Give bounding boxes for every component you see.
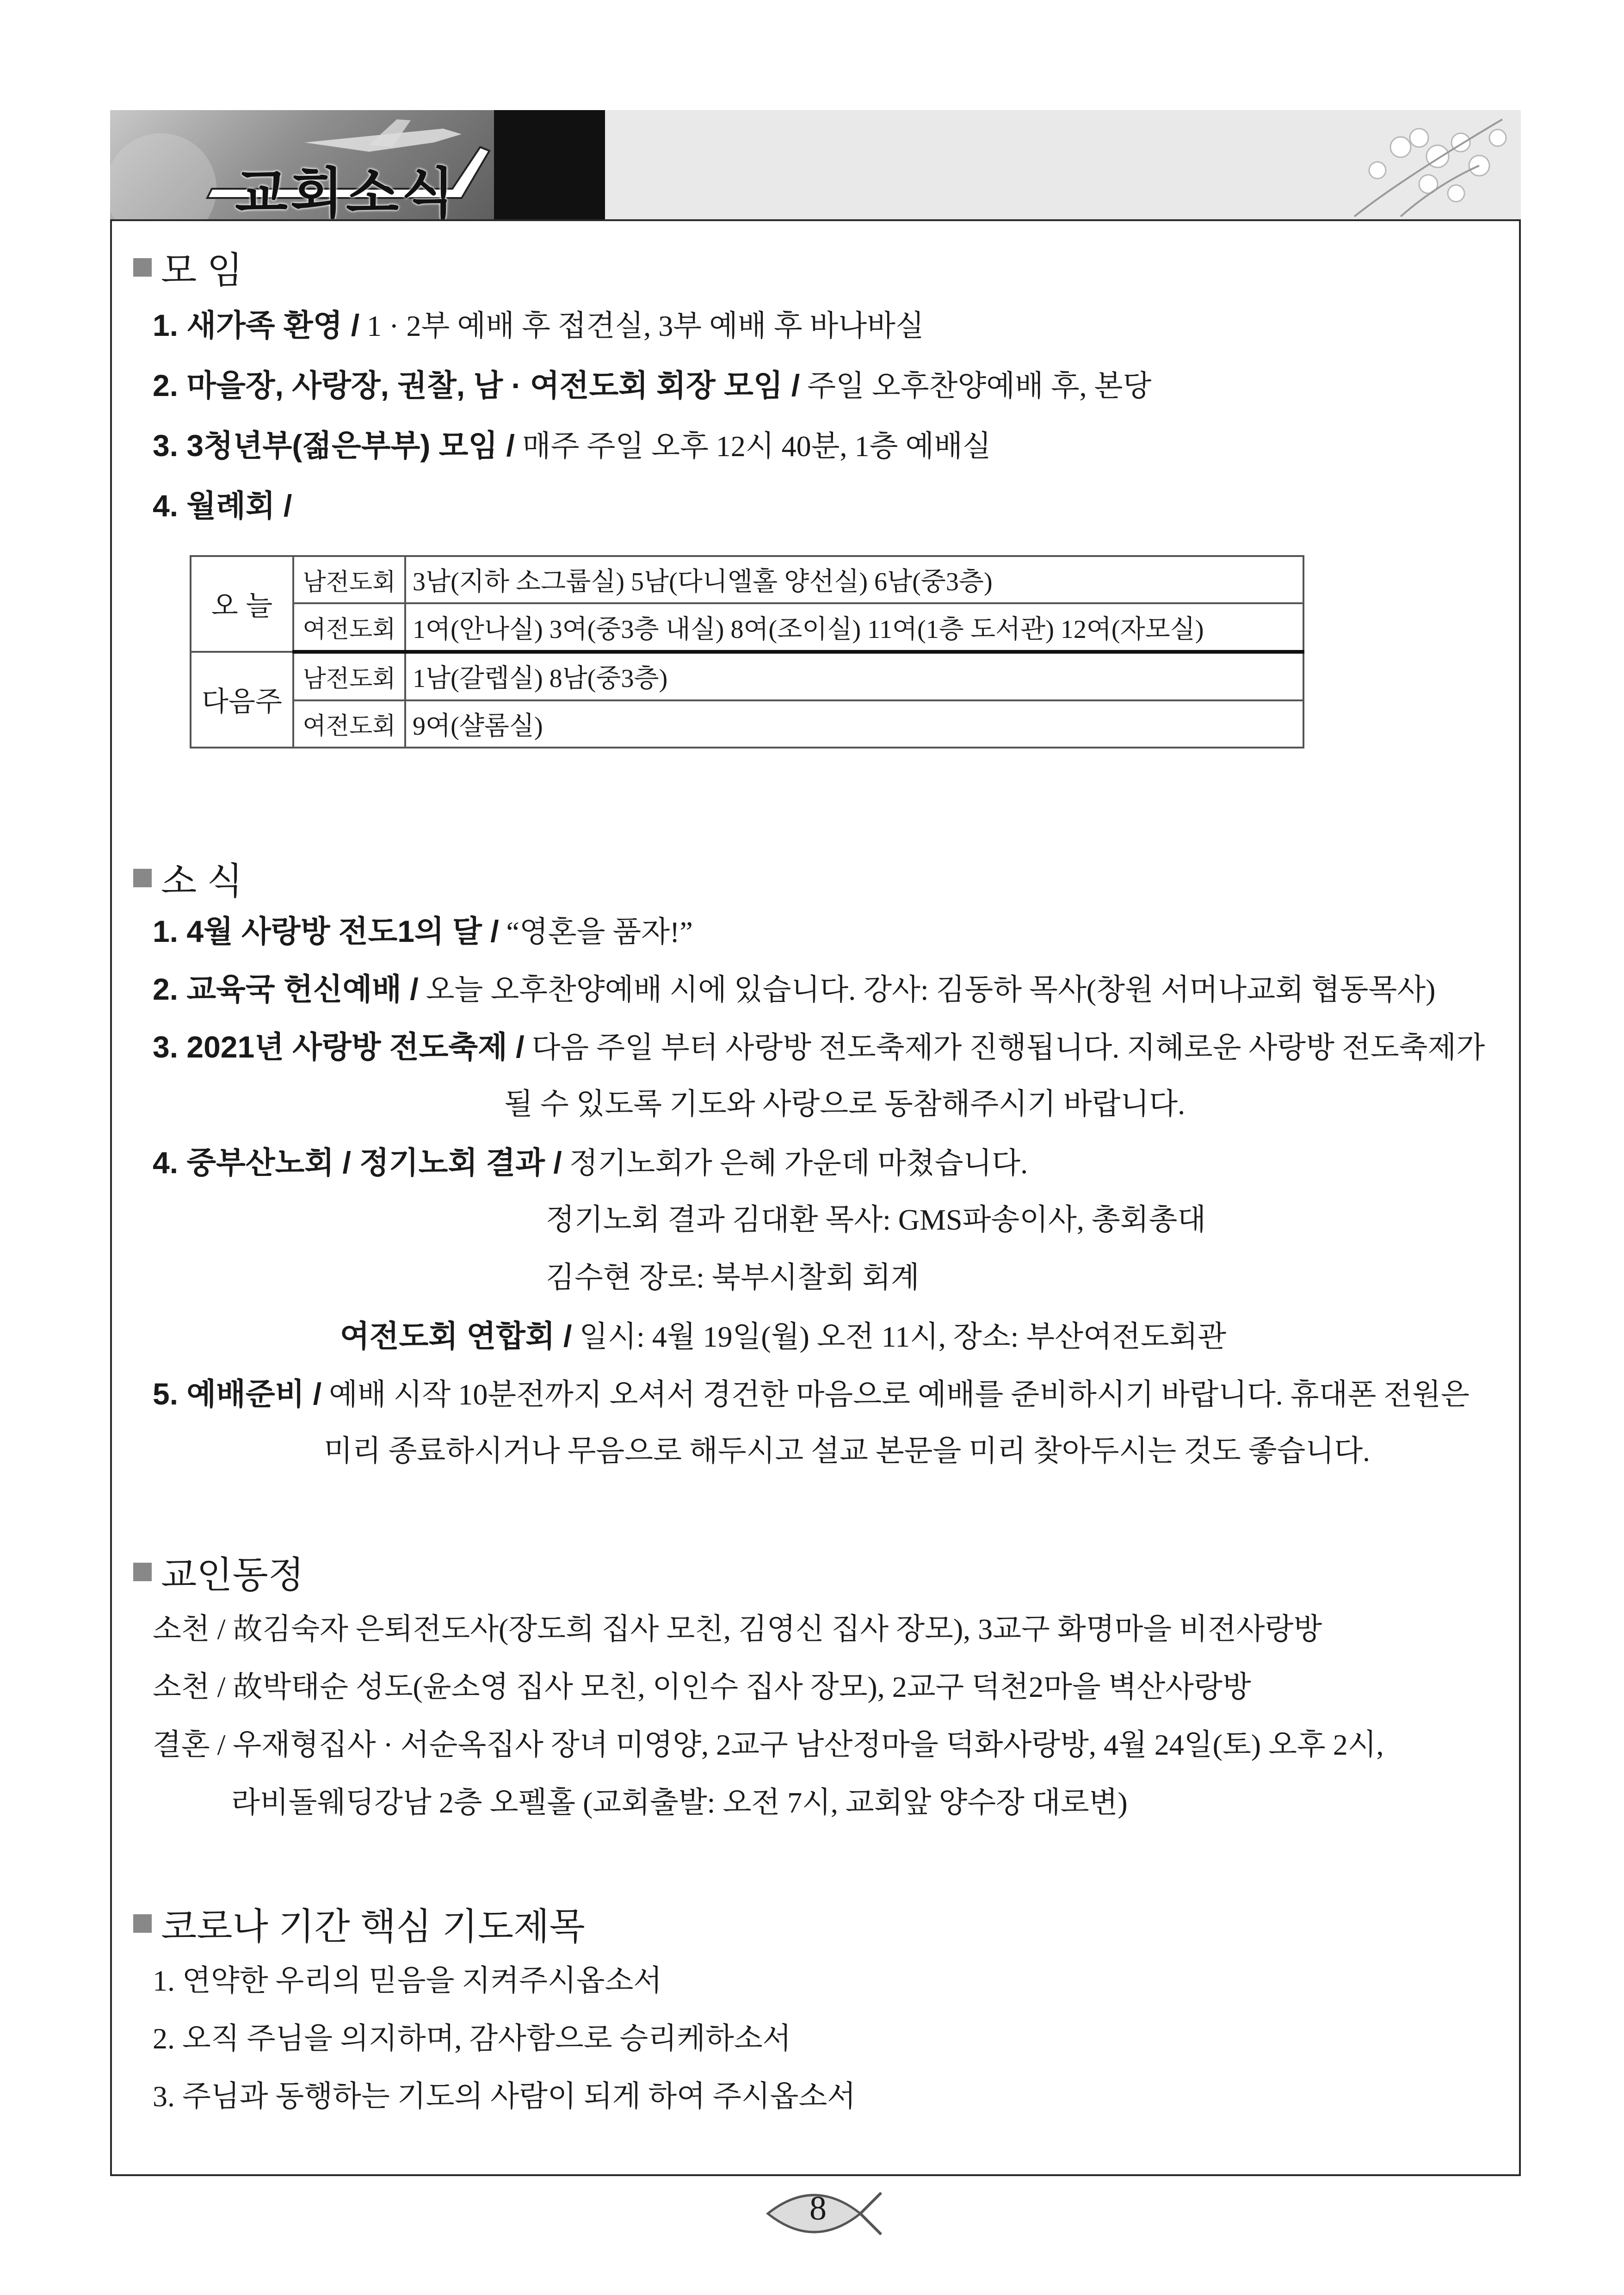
news-item: 4. 중부산노회 / 정기노회 결과 / 정기노회가 은혜 가운데 마쳤습니다. xyxy=(153,1145,1028,1180)
news-item: 2. 교육국 헌신예배 / 오늘 오후찬양예배 시에 있습니다. 강사: 김동하 목사(창원 서머나교회 협동목사) xyxy=(153,972,1436,1006)
meeting-item: 4. 월례회 / xyxy=(153,489,292,523)
table-row xyxy=(191,700,1303,748)
members-item: 소천 / 故김숙자 은퇴전도사(장도희 집사 모친, 김영신 집사 장모), 3교구 화명마을 비전사랑방 xyxy=(153,1613,1322,1645)
table-group-cell: 오 늘 xyxy=(191,556,293,652)
prayer-item: 3. 주님과 동행하는 기도의 사람이 되게 하여 주시옵소서 xyxy=(153,2080,856,2113)
meeting-item: 3. 3청년부(젊은부부) 모임 / 매주 주일 오후 12시 40분, 1층 예배실 xyxy=(153,428,991,463)
table-row xyxy=(191,603,1303,652)
table-sub-cell: 여전도회 xyxy=(293,700,405,748)
section-heading-meeting: 모 임 xyxy=(133,241,243,294)
table-sub-cell: 남전도회 xyxy=(293,652,405,700)
prayer-item: 2. 오직 주님을 의지하며, 감사함으로 승리케하소서 xyxy=(153,2022,791,2055)
news-item-continued: 될 수 있도록 기도와 사랑으로 동참해주시기 바랍니다. xyxy=(504,1088,1186,1120)
news-item: 1. 4월 사랑방 전도1의 달 / “영혼을 품자!” xyxy=(153,914,693,948)
flower-decoration xyxy=(1262,110,1521,219)
page-title: 교회소식 xyxy=(235,163,457,224)
prayer-item: 1. 연약한 우리의 믿음을 지켜주시옵소서 xyxy=(153,1964,662,1997)
news-item: 5. 예배준비 / 예배 시작 10분전까지 오셔서 경건한 마음으로 예배를 준비하시기 바랍니다. 휴대폰 전원은 xyxy=(153,1377,1470,1411)
bullet-square-icon xyxy=(133,1563,152,1581)
table-sub-cell: 여전도회 xyxy=(293,603,405,652)
table-text-cell: 3남(지하 소그룹실) 5남(다니엘홀 양선실) 6남(중3층) xyxy=(405,556,1303,603)
meeting-item: 1. 새가족 환영 / 1 · 2부 예배 후 접견실, 3부 예배 후 바나바실 xyxy=(153,308,924,342)
news-item: 3. 2021년 사랑방 전도축제 / 다음 주일 부터 사랑방 전도축제가 진행됩니다. 지혜로운 사랑방 전도축제가 xyxy=(153,1030,1485,1064)
table-group-cell: 다음주 xyxy=(191,652,293,748)
table-text-cell: 9여(샬롬실) xyxy=(405,700,1303,748)
monthly-meeting-table xyxy=(190,555,1304,749)
bullet-square-icon xyxy=(133,1914,152,1933)
news-item: 여전도회 연합회 / 일시: 4월 19일(월) 오전 11시, 장소: 부산여전도회관 xyxy=(340,1319,1227,1353)
bullet-square-icon xyxy=(133,258,152,277)
members-item-continued: 라비돌웨딩강남 2층 오펠홀 (교회출발: 오전 7시, 교회앞 양수장 대로변) xyxy=(231,1786,1128,1819)
header-banner xyxy=(110,110,1521,224)
table-text-cell: 1남(갈렙실) 8남(중3층) xyxy=(405,652,1303,700)
bullet-square-icon xyxy=(133,869,152,887)
section-heading-members: 교인동정 xyxy=(133,1545,304,1598)
page-number-badge xyxy=(759,2179,888,2248)
news-item-continued: 미리 종료하시거나 무음으로 해두시고 설교 본문을 미리 찾아두시는 것도 좋습니다. xyxy=(324,1435,1371,1467)
members-item: 결혼 / 우재형집사 · 서순옥집사 장녀 미영양, 2교구 남산정마을 덕화사랑방, 4월 24일(토) 오후 2시, xyxy=(153,1728,1384,1761)
table-row xyxy=(191,652,1303,700)
meeting-item: 2. 마을장, 사랑장, 권찰, 남 · 여전도회 회장 모임 / 주일 오후찬양예배 후, 본당 xyxy=(153,368,1152,402)
page-number: 8 xyxy=(809,2190,827,2227)
members-item: 소천 / 故박태순 성도(윤소영 집사 모친, 이인수 집사 장모), 2교구 덕천2마을 벽산사랑방 xyxy=(153,1670,1251,1703)
section-heading-prayer: 코로나 기간 핵심 기도제목 xyxy=(133,1897,585,1950)
section-heading-news: 소 식 xyxy=(133,851,243,904)
banner-title-frame xyxy=(175,138,526,224)
table-sub-cell: 남전도회 xyxy=(293,556,405,603)
table-text-cell: 1여(안나실) 3여(중3층 내실) 8여(조이실) 11여(1층 도서관) 12여(자모실) xyxy=(405,603,1303,652)
news-item-continued: 김수현 장로: 북부시찰회 회계 xyxy=(546,1261,920,1294)
table-row xyxy=(191,556,1303,603)
news-item-continued: 정기노회 결과 김대환 목사: GMS파송이사, 총회총대 xyxy=(546,1203,1206,1236)
